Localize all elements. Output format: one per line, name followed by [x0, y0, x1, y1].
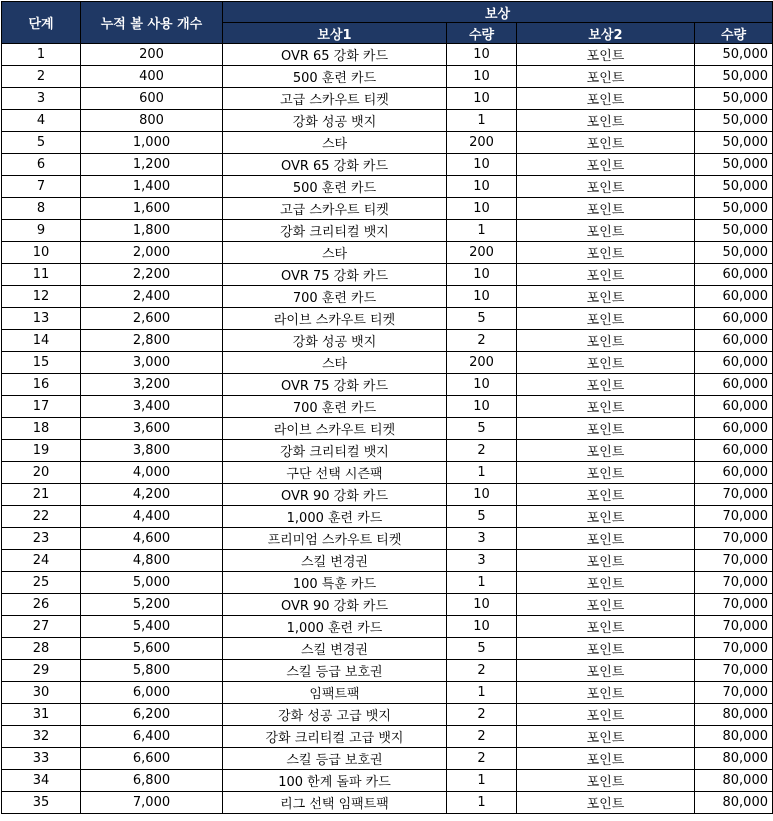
cell-reward2: 포인트: [517, 242, 695, 264]
cell-qty1: 10: [447, 594, 517, 616]
cell-qty1: 10: [447, 176, 517, 198]
cell-qty1: 2: [447, 440, 517, 462]
cell-qty2: 60,000: [695, 264, 773, 286]
table-row: [2, 198, 773, 220]
cell-qty1: 10: [447, 66, 517, 88]
cell-stage: 2: [2, 66, 81, 88]
table-row: [2, 286, 773, 308]
cell-stage: 34: [2, 770, 81, 792]
cell-count: 1,600: [81, 198, 223, 220]
cell-reward1: OVR 90 강화 카드: [223, 594, 447, 616]
cell-reward1: 강화 성공 뱃지: [223, 330, 447, 352]
cell-stage: 1: [2, 44, 81, 66]
cell-reward2: 포인트: [517, 770, 695, 792]
cell-count: 5,400: [81, 616, 223, 638]
table-row: [2, 616, 773, 638]
cell-qty2: 50,000: [695, 66, 773, 88]
cell-stage: 33: [2, 748, 81, 770]
cell-count: 2,400: [81, 286, 223, 308]
header-qty2: 수량: [695, 23, 773, 44]
table-row: [2, 748, 773, 770]
cell-reward1: 강화 크리티컬 뱃지: [223, 440, 447, 462]
cell-reward2: 포인트: [517, 594, 695, 616]
cell-qty2: 70,000: [695, 616, 773, 638]
table-row: [2, 506, 773, 528]
cell-stage: 14: [2, 330, 81, 352]
cell-qty1: 5: [447, 506, 517, 528]
cell-count: 6,400: [81, 726, 223, 748]
table-row: [2, 88, 773, 110]
cell-reward1: 700 훈련 카드: [223, 286, 447, 308]
cell-qty2: 50,000: [695, 198, 773, 220]
cell-qty1: 200: [447, 352, 517, 374]
header-qty1: 수량: [447, 23, 517, 44]
cell-reward2: 포인트: [517, 264, 695, 286]
cell-reward2: 포인트: [517, 374, 695, 396]
cell-count: 400: [81, 66, 223, 88]
cell-qty1: 2: [447, 704, 517, 726]
cell-qty2: 80,000: [695, 770, 773, 792]
table-row: [2, 792, 773, 814]
cell-stage: 21: [2, 484, 81, 506]
cell-count: 3,800: [81, 440, 223, 462]
cell-stage: 13: [2, 308, 81, 330]
cell-stage: 10: [2, 242, 81, 264]
cell-reward2: 포인트: [517, 132, 695, 154]
cell-qty2: 60,000: [695, 286, 773, 308]
cell-stage: 5: [2, 132, 81, 154]
cell-reward2: 포인트: [517, 682, 695, 704]
cell-reward1: 고급 스카우트 티켓: [223, 88, 447, 110]
cell-count: 6,600: [81, 748, 223, 770]
cell-qty1: 1: [447, 462, 517, 484]
cell-qty2: 50,000: [695, 242, 773, 264]
cell-stage: 25: [2, 572, 81, 594]
cell-reward1: 스킬 변경권: [223, 638, 447, 660]
cell-qty2: 70,000: [695, 572, 773, 594]
cell-count: 3,600: [81, 418, 223, 440]
cell-count: 4,800: [81, 550, 223, 572]
cell-reward1: 1,000 훈련 카드: [223, 616, 447, 638]
table-row: [2, 242, 773, 264]
cell-qty1: 1: [447, 792, 517, 814]
cell-count: 6,200: [81, 704, 223, 726]
cell-count: 1,400: [81, 176, 223, 198]
cell-reward1: 리그 선택 임팩트팩: [223, 792, 447, 814]
table-row: [2, 440, 773, 462]
table-row: [2, 638, 773, 660]
cell-count: 2,200: [81, 264, 223, 286]
cell-qty1: 5: [447, 418, 517, 440]
table-row: [2, 770, 773, 792]
cell-reward2: 포인트: [517, 286, 695, 308]
cell-qty2: 50,000: [695, 132, 773, 154]
cell-reward1: 라이브 스카우트 티켓: [223, 308, 447, 330]
cell-count: 800: [81, 110, 223, 132]
table-header: [2, 2, 773, 44]
cell-qty2: 60,000: [695, 462, 773, 484]
cell-qty2: 60,000: [695, 330, 773, 352]
table-row: [2, 308, 773, 330]
cell-qty1: 10: [447, 616, 517, 638]
cell-qty1: 1: [447, 572, 517, 594]
cell-reward1: 1,000 훈련 카드: [223, 506, 447, 528]
cell-stage: 6: [2, 154, 81, 176]
cell-reward2: 포인트: [517, 660, 695, 682]
cell-qty2: 70,000: [695, 484, 773, 506]
table-row: [2, 110, 773, 132]
cell-qty2: 70,000: [695, 506, 773, 528]
cell-qty1: 2: [447, 748, 517, 770]
cell-reward1: 100 한계 돌파 카드: [223, 770, 447, 792]
cell-reward2: 포인트: [517, 528, 695, 550]
cell-qty1: 10: [447, 286, 517, 308]
cell-reward2: 포인트: [517, 440, 695, 462]
reward-table: [1, 1, 773, 814]
table-row: [2, 352, 773, 374]
cell-qty2: 70,000: [695, 528, 773, 550]
cell-count: 4,000: [81, 462, 223, 484]
cell-reward2: 포인트: [517, 748, 695, 770]
cell-reward1: 강화 크리티컬 뱃지: [223, 220, 447, 242]
cell-stage: 27: [2, 616, 81, 638]
cell-qty1: 10: [447, 154, 517, 176]
table-row: [2, 44, 773, 66]
cell-qty1: 2: [447, 330, 517, 352]
table-row: [2, 330, 773, 352]
cell-count: 1,000: [81, 132, 223, 154]
cell-qty2: 70,000: [695, 682, 773, 704]
cell-reward1: 강화 성공 고급 뱃지: [223, 704, 447, 726]
table-row: [2, 660, 773, 682]
cell-count: 6,800: [81, 770, 223, 792]
table-row: [2, 132, 773, 154]
cell-stage: 18: [2, 418, 81, 440]
table-body: [2, 44, 773, 814]
cell-stage: 22: [2, 506, 81, 528]
cell-reward1: 700 훈련 카드: [223, 396, 447, 418]
cell-count: 4,200: [81, 484, 223, 506]
cell-count: 5,600: [81, 638, 223, 660]
cell-reward2: 포인트: [517, 462, 695, 484]
cell-qty2: 50,000: [695, 176, 773, 198]
cell-reward1: 스타: [223, 132, 447, 154]
header-row-top: [2, 2, 773, 23]
cell-reward1: 라이브 스카우트 티켓: [223, 418, 447, 440]
cell-stage: 3: [2, 88, 81, 110]
cell-reward1: 스타: [223, 242, 447, 264]
table-row: [2, 66, 773, 88]
cell-reward1: 스킬 등급 보호권: [223, 660, 447, 682]
cell-reward1: 프리미엄 스카우트 티켓: [223, 528, 447, 550]
cell-count: 2,000: [81, 242, 223, 264]
cell-stage: 35: [2, 792, 81, 814]
cell-count: 3,400: [81, 396, 223, 418]
cell-qty1: 3: [447, 528, 517, 550]
header-cumulative-balls: 누적 볼 사용 개수: [81, 2, 223, 44]
cell-qty2: 60,000: [695, 374, 773, 396]
cell-qty1: 3: [447, 550, 517, 572]
cell-qty2: 60,000: [695, 396, 773, 418]
cell-reward1: 임팩트팩: [223, 682, 447, 704]
cell-qty1: 10: [447, 198, 517, 220]
cell-stage: 30: [2, 682, 81, 704]
cell-count: 4,400: [81, 506, 223, 528]
cell-reward1: 고급 스카우트 티켓: [223, 198, 447, 220]
cell-qty1: 10: [447, 88, 517, 110]
cell-count: 3,000: [81, 352, 223, 374]
cell-qty2: 50,000: [695, 154, 773, 176]
table-row: [2, 220, 773, 242]
cell-reward1: 100 특훈 카드: [223, 572, 447, 594]
cell-count: 7,000: [81, 792, 223, 814]
cell-reward2: 포인트: [517, 330, 695, 352]
table-row: [2, 396, 773, 418]
cell-qty2: 70,000: [695, 638, 773, 660]
header-reward1: 보상1: [223, 23, 447, 44]
cell-qty1: 10: [447, 374, 517, 396]
cell-qty2: 60,000: [695, 308, 773, 330]
cell-qty1: 10: [447, 484, 517, 506]
cell-reward2: 포인트: [517, 616, 695, 638]
cell-count: 3,200: [81, 374, 223, 396]
cell-stage: 31: [2, 704, 81, 726]
cell-reward2: 포인트: [517, 44, 695, 66]
cell-stage: 24: [2, 550, 81, 572]
table-row: [2, 418, 773, 440]
cell-qty2: 80,000: [695, 704, 773, 726]
cell-reward1: OVR 65 강화 카드: [223, 44, 447, 66]
cell-qty1: 10: [447, 396, 517, 418]
cell-stage: 19: [2, 440, 81, 462]
cell-qty1: 10: [447, 264, 517, 286]
table-row: [2, 264, 773, 286]
cell-reward2: 포인트: [517, 484, 695, 506]
cell-reward2: 포인트: [517, 198, 695, 220]
cell-reward2: 포인트: [517, 66, 695, 88]
cell-stage: 9: [2, 220, 81, 242]
table-row: [2, 682, 773, 704]
cell-reward2: 포인트: [517, 110, 695, 132]
cell-stage: 16: [2, 374, 81, 396]
cell-stage: 23: [2, 528, 81, 550]
cell-reward2: 포인트: [517, 88, 695, 110]
cell-reward1: 500 훈련 카드: [223, 66, 447, 88]
cell-reward1: 스킬 변경권: [223, 550, 447, 572]
table-row: [2, 704, 773, 726]
cell-stage: 26: [2, 594, 81, 616]
cell-reward1: 강화 성공 뱃지: [223, 110, 447, 132]
cell-qty2: 70,000: [695, 594, 773, 616]
table-row: [2, 176, 773, 198]
cell-qty1: 1: [447, 220, 517, 242]
cell-stage: 4: [2, 110, 81, 132]
cell-reward2: 포인트: [517, 154, 695, 176]
cell-qty2: 70,000: [695, 660, 773, 682]
cell-reward2: 포인트: [517, 220, 695, 242]
cell-reward2: 포인트: [517, 396, 695, 418]
cell-qty1: 1: [447, 110, 517, 132]
cell-stage: 29: [2, 660, 81, 682]
cell-count: 1,800: [81, 220, 223, 242]
cell-count: 6,000: [81, 682, 223, 704]
table-row: [2, 550, 773, 572]
cell-reward2: 포인트: [517, 704, 695, 726]
cell-count: 5,000: [81, 572, 223, 594]
cell-reward2: 포인트: [517, 176, 695, 198]
cell-qty1: 200: [447, 132, 517, 154]
cell-count: 5,800: [81, 660, 223, 682]
cell-reward2: 포인트: [517, 352, 695, 374]
cell-stage: 17: [2, 396, 81, 418]
table-row: [2, 154, 773, 176]
cell-qty2: 60,000: [695, 352, 773, 374]
cell-qty1: 200: [447, 242, 517, 264]
cell-reward1: OVR 75 강화 카드: [223, 264, 447, 286]
cell-reward2: 포인트: [517, 308, 695, 330]
header-reward2: 보상2: [517, 23, 695, 44]
cell-stage: 8: [2, 198, 81, 220]
cell-reward2: 포인트: [517, 418, 695, 440]
cell-count: 600: [81, 88, 223, 110]
cell-qty1: 1: [447, 770, 517, 792]
cell-stage: 20: [2, 462, 81, 484]
table-row: [2, 462, 773, 484]
cell-reward1: OVR 75 강화 카드: [223, 374, 447, 396]
cell-stage: 11: [2, 264, 81, 286]
cell-stage: 28: [2, 638, 81, 660]
cell-qty2: 80,000: [695, 792, 773, 814]
header-stage: 단계: [2, 2, 81, 44]
cell-count: 2,600: [81, 308, 223, 330]
cell-reward2: 포인트: [517, 726, 695, 748]
cell-reward1: 스킬 등급 보호권: [223, 748, 447, 770]
cell-reward1: 구단 선택 시즌팩: [223, 462, 447, 484]
cell-count: 200: [81, 44, 223, 66]
cell-stage: 12: [2, 286, 81, 308]
cell-qty2: 80,000: [695, 726, 773, 748]
header-reward-group: 보상: [223, 2, 773, 23]
cell-count: 1,200: [81, 154, 223, 176]
cell-reward2: 포인트: [517, 506, 695, 528]
table-row: [2, 484, 773, 506]
cell-qty1: 10: [447, 44, 517, 66]
cell-qty2: 50,000: [695, 110, 773, 132]
cell-qty2: 60,000: [695, 440, 773, 462]
cell-count: 4,600: [81, 528, 223, 550]
cell-reward1: 스타: [223, 352, 447, 374]
cell-qty1: 5: [447, 308, 517, 330]
cell-reward1: 강화 크리티컬 고급 뱃지: [223, 726, 447, 748]
cell-reward1: OVR 90 강화 카드: [223, 484, 447, 506]
cell-stage: 32: [2, 726, 81, 748]
table-row: [2, 726, 773, 748]
cell-qty2: 50,000: [695, 44, 773, 66]
cell-reward2: 포인트: [517, 572, 695, 594]
cell-qty1: 2: [447, 726, 517, 748]
cell-qty2: 80,000: [695, 748, 773, 770]
cell-reward1: OVR 65 강화 카드: [223, 154, 447, 176]
cell-reward2: 포인트: [517, 638, 695, 660]
table-row: [2, 572, 773, 594]
cell-stage: 15: [2, 352, 81, 374]
cell-qty2: 70,000: [695, 550, 773, 572]
table-row: [2, 528, 773, 550]
table-row: [2, 594, 773, 616]
cell-count: 2,800: [81, 330, 223, 352]
cell-count: 5,200: [81, 594, 223, 616]
cell-qty2: 50,000: [695, 220, 773, 242]
cell-qty1: 5: [447, 638, 517, 660]
table-row: [2, 374, 773, 396]
cell-qty2: 60,000: [695, 418, 773, 440]
cell-reward1: 500 훈련 카드: [223, 176, 447, 198]
cell-reward2: 포인트: [517, 792, 695, 814]
cell-qty1: 2: [447, 660, 517, 682]
cell-stage: 7: [2, 176, 81, 198]
cell-reward2: 포인트: [517, 550, 695, 572]
cell-qty1: 1: [447, 682, 517, 704]
cell-qty2: 50,000: [695, 88, 773, 110]
